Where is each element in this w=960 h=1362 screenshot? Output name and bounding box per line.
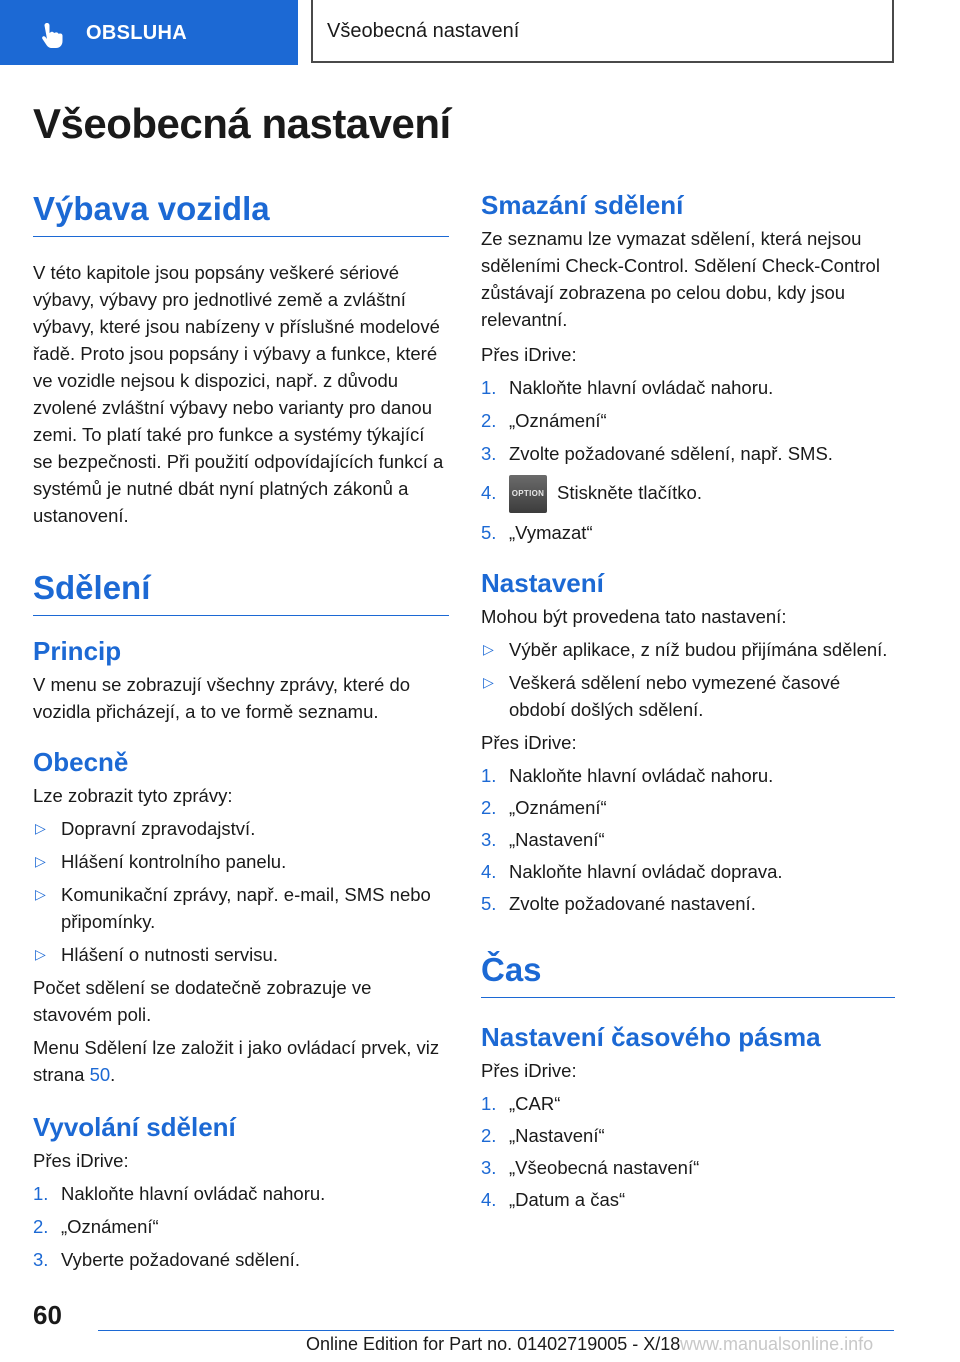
page-link-50[interactable]: 50 [89,1064,111,1085]
obecne-list [33,815,449,968]
bullet-triangle-icon: ▷ [483,641,494,658]
left-column [33,190,449,1273]
vyvolani-steps [33,1180,449,1273]
list-item: ▷ Hlášení o nutnosti servisu. [33,941,449,968]
option-button-icon[interactable]: OPTION [509,475,547,513]
list-item: 4. Nakloňte hlavní ovládač doprava. [481,861,783,883]
page-number: 60 [33,1300,62,1330]
vybava-text: V této kapitole jsou popsány veškeré sériové výbavy, výbavy pro jednotlivé země a zvláštní výbavy, které jsou nabízeny v příslušné modelové řadě. Proto jsou popsány i výbavy a funkce, které ve vozidle nejsou k dispozici, např. z důvodu zvolené zvláštní výbavy nebo varianty pro danou zemi. To platí také pro funkce a systémy týkající se bezpečnosti. Při použití odpovídajících funkcí a systémů je nutné dbát nyní platných zákonů a ustanovení. [33,262,444,526]
list-item: 2. „Oznámení“ [481,410,607,431]
heading-pasmo: Nastavení časového pásma [481,1022,821,1053]
hand-pointer-icon [38,20,68,50]
header-tab-label: OBSLUHA [86,22,187,44]
heading-sdeleni: Sdělení [33,569,449,616]
header-section-title: Všeobecná nastavení [327,20,520,42]
heading-vyvolani: Vyvolání sdělení [33,1112,236,1142]
list-item: 3. „Všeobecná nastavení“ [481,1157,700,1179]
list-item: ▷ Komunikační zprávy, např. e-mail, SMS nebo připomínky. [33,881,449,935]
bullet-triangle-icon: ▷ [483,674,494,691]
smazani-intro: Přes iDrive: [481,344,577,365]
list-item: 4. OPTION Stiskněte tlačítko. [481,473,895,513]
vyvolani-intro: Přes iDrive: [33,1150,129,1171]
footer-edition-text: Online Edition for Part no. 01402719005 - X/18 [306,1334,681,1354]
heading-princip: Princip [33,636,122,666]
list-item: ▷ Dopravní zpravodajství. [33,815,449,842]
list-item: 1. „CAR“ [481,1093,561,1115]
page-title: Všeobecná nastavení [33,100,451,147]
nastaveni-list [481,636,895,723]
list-item: 2. „Oznámení“ [481,797,607,819]
pasmo-intro: Přes iDrive: [481,1060,577,1082]
heading-cas: Čas [481,951,895,998]
bullet-triangle-icon: ▷ [35,820,46,836]
nastaveni-intro2: Přes iDrive: [481,732,577,754]
nastaveni-intro: Mohou být provedena tato nastavení: [481,606,787,628]
smazani-text: Ze seznamu lze vymazat sdělení, která nejsou sděleními Check-Control. Sdělení Check-Control zůstávají zobrazena po celou dobu, kdy jsou relevantní. [481,228,880,330]
list-item: 1. Nakloňte hlavní ovládač nahoru. [33,1183,326,1204]
list-item: 2. „Nastavení“ [481,1125,605,1147]
list-item: ▷ Výběr aplikace, z níž budou přijímána sdělení. [481,636,895,663]
nastaveni-steps [481,762,895,917]
list-item: 3. Zvolte požadované sdělení, např. SMS. [481,443,833,464]
obecne-intro: Lze zobrazit tyto zprávy: [33,785,233,806]
footer-watermark: www.manualsonline.info [680,1334,874,1354]
list-item: 5. „Vymazat“ [481,522,593,544]
list-item: 1. Nakloňte hlavní ovládač nahoru. [481,377,774,398]
princip-text: V menu se zobrazují všechny zprávy, které do vozidla přicházejí, a to ve formě seznamu. [33,674,411,722]
heading-vybava: Výbava vozidla [33,190,449,237]
list-item: 5. Zvolte požadované nastavení. [481,893,756,915]
bullet-triangle-icon: ▷ [35,946,46,962]
list-item: ▷ Veškerá sdělení nebo vymezené časové období došlých sdělení. [481,669,895,723]
smazani-steps [481,374,895,546]
obecne-text1: Počet sdělení se dodatečně zobrazuje ve stavovém poli. [33,977,372,1025]
bullet-triangle-icon: ▷ [35,886,46,902]
heading-obecne: Obecně [33,747,129,777]
list-item: 3. Vyberte požadované sdělení. [33,1249,300,1270]
bullet-triangle-icon: ▷ [35,853,46,869]
obecne-text2: Menu Sdělení lze založit i jako ovládací prvek, viz strana 50. [33,1037,440,1085]
list-item: 3. „Nastavení“ [481,829,605,851]
header-section-box [311,0,894,63]
footer-divider [98,1330,894,1331]
list-item: 4. „Datum a čas“ [481,1189,626,1211]
heading-smazani: Smazání sdělení [481,190,684,220]
heading-nastaveni: Nastavení [481,568,604,599]
right-column [481,190,895,1213]
header-tab [0,0,298,65]
pasmo-steps [481,1090,895,1213]
list-item: 1. Nakloňte hlavní ovládač nahoru. [481,765,774,787]
list-item: 2. „Oznámení“ [33,1216,159,1237]
list-item: ▷ Hlášení kontrolního panelu. [33,848,449,875]
